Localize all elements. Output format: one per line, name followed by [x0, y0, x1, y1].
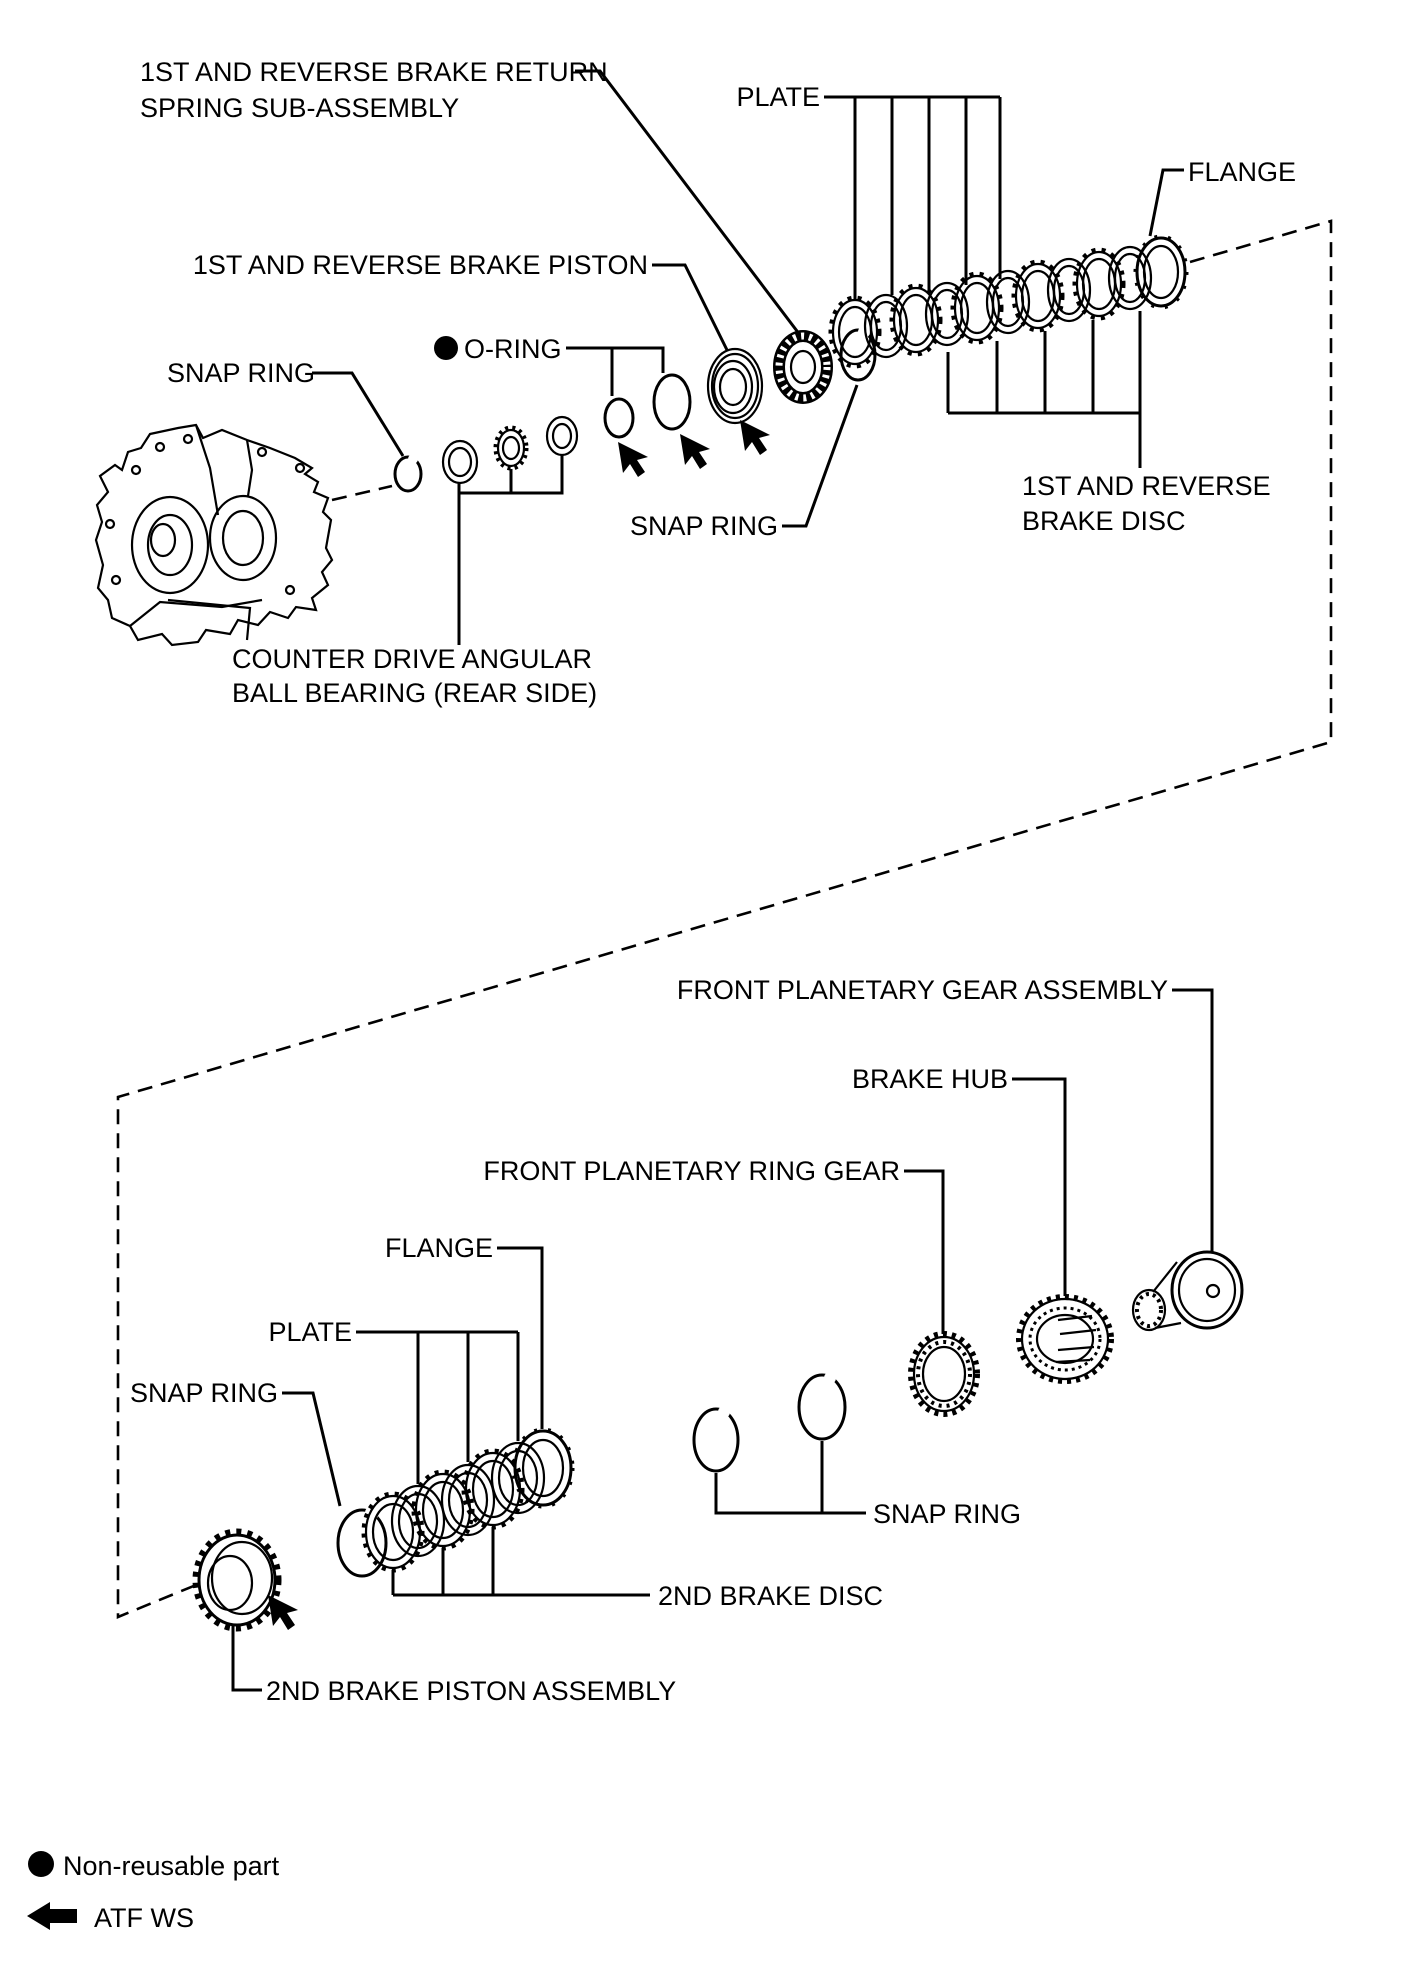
front-planetary-ring-gear-label: FRONT PLANETARY RING GEAR: [483, 1156, 900, 1186]
second-brake-piston-part: [196, 1532, 278, 1628]
front-planetary-gear-assembly-part: [1133, 1252, 1242, 1330]
label-second-brake-piston: [233, 1626, 676, 1706]
brake-disc-label-line1: 1ST AND REVERSE: [1022, 471, 1271, 501]
atf-arrow-icon: [27, 1902, 77, 1930]
front-planetary-gear-assembly-label: FRONT PLANETARY GEAR ASSEMBLY: [676, 975, 1168, 1005]
atf-apply-arrow-icon: [618, 442, 648, 477]
snap-ring-case-label: SNAP RING: [167, 358, 316, 388]
brake-hub-label: BRAKE HUB: [851, 1064, 1008, 1094]
non-reusable-bullet-icon: [434, 336, 458, 360]
label-brake-piston: [193, 250, 727, 350]
brake-hub-part: [1019, 1297, 1111, 1381]
flange-ring: [1135, 236, 1187, 308]
label-second-brake-disc: [393, 1527, 883, 1611]
snap-ring-bottom-left-label: SNAP RING: [129, 1378, 278, 1408]
label-front-planetary-ring-gear: [483, 1156, 943, 1334]
non-reusable-bullet-icon: [28, 1851, 54, 1877]
o-ring-parts: [605, 375, 690, 437]
snap-ring-part-bottom-left: [338, 1506, 386, 1576]
atf-apply-arrows: [618, 420, 770, 477]
label-return-spring: [140, 57, 800, 335]
plate-bottom-label: PLATE: [268, 1317, 352, 1347]
non-reusable-legend-label: Non-reusable part: [63, 1851, 280, 1881]
flange-bottom-label: FLANGE: [384, 1233, 493, 1263]
snap-ring-piston-label: SNAP RING: [629, 511, 778, 541]
atf-apply-arrow-icon: [680, 434, 710, 469]
atf-apply-arrow-icon: [268, 1595, 298, 1630]
counter-bearing-label-line1: COUNTER DRIVE ANGULAR: [232, 644, 593, 674]
flange-top-label: FLANGE: [1188, 157, 1297, 187]
second-brake-piston-label: 2ND BRAKE PISTON ASSEMBLY: [266, 1676, 677, 1706]
second-brake-disc-label: 2ND BRAKE DISC: [658, 1581, 884, 1611]
return-spring-label-line2: SPRING SUB-ASSEMBLY: [140, 93, 460, 123]
label-flange-top: [1150, 157, 1296, 236]
label-o-ring: [434, 334, 663, 396]
front-planetary-ring-gear-part: [911, 1334, 977, 1414]
counter-bearing-label-line2: BALL BEARING (REAR SIDE): [232, 678, 598, 708]
return-spring-part: [779, 336, 827, 398]
o-ring-label: O-RING: [464, 334, 562, 364]
atf-apply-arrow-icon: [740, 420, 770, 455]
label-counter-drive-bearing: [232, 455, 597, 708]
plate-top-label: PLATE: [736, 82, 820, 112]
first-reverse-brake-disc-stack: [831, 236, 1187, 366]
label-plate-top: [736, 82, 1000, 301]
label-snap-ring-bottom-right: [716, 1441, 1021, 1529]
upper-assembly: [96, 57, 1296, 708]
atf-ws-legend-label: ATF WS: [94, 1903, 194, 1933]
brake-piston-part: [708, 349, 762, 423]
label-plate-bottom: [268, 1317, 518, 1484]
lower-assembly: [130, 975, 1242, 1706]
snap-ring-part-case: [395, 454, 421, 491]
brake-disc-label-line2: BRAKE DISC: [1022, 506, 1186, 536]
transaxle-case-drawing: [96, 425, 332, 645]
snap-ring-bottom-right-label: SNAP RING: [873, 1499, 1022, 1529]
brake-piston-label: 1ST AND REVERSE BRAKE PISTON: [192, 250, 648, 280]
label-brake-disc: [948, 311, 1271, 536]
legend: [27, 1851, 280, 1933]
label-snap-ring-bottom-left: [130, 1378, 340, 1506]
return-spring-label-line1: 1ST AND REVERSE BRAKE RETURN: [140, 57, 608, 87]
